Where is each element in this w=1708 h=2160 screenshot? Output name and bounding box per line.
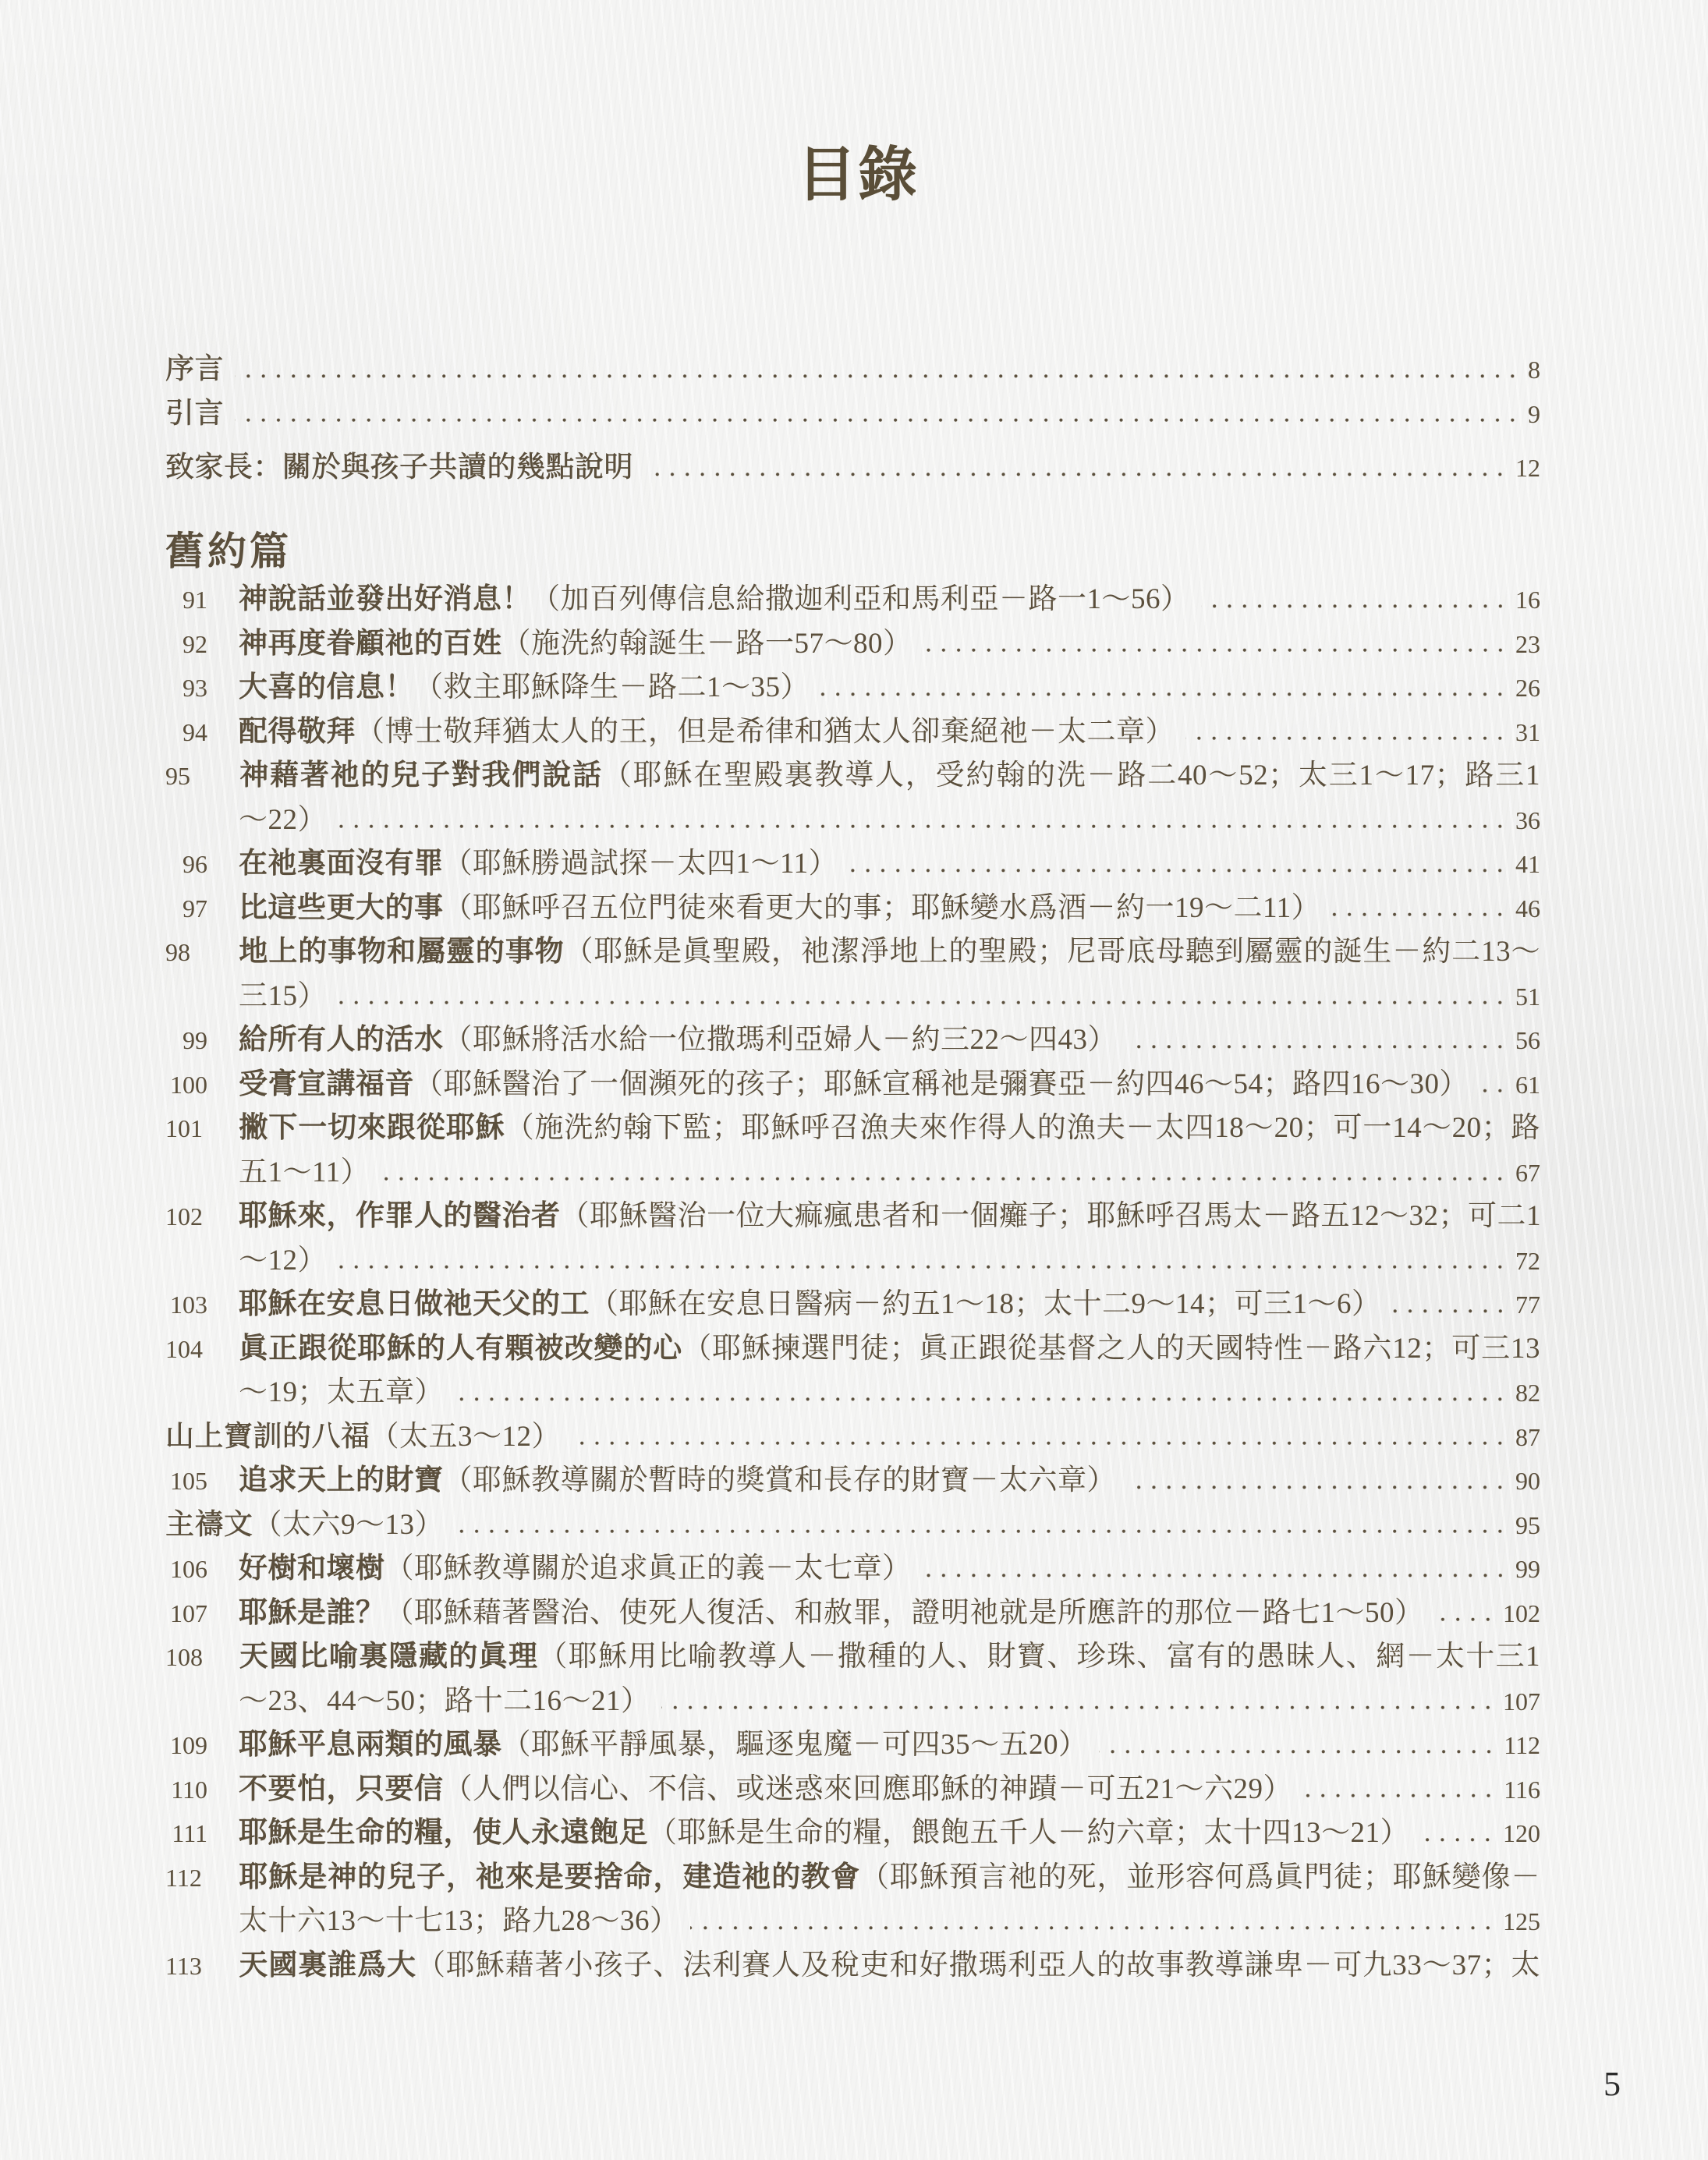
- page-number: 120: [1503, 1819, 1540, 1847]
- toc-feature-lords-prayer: [165, 1503, 1540, 1548]
- lesson-number: 108: [165, 1643, 203, 1671]
- lesson-number: 94: [182, 717, 207, 746]
- entry-label: 致家長：關於與孩子共讀的幾點說明: [165, 451, 633, 483]
- lesson-number: 101: [165, 1114, 203, 1142]
- lesson-reference: （耶穌預言祂的死，並形容何爲眞門徒；耶穌變像－: [860, 1861, 1540, 1893]
- page-number: 116: [1504, 1775, 1540, 1804]
- lesson-number: 96: [182, 850, 207, 878]
- lesson-number: 112: [165, 1863, 202, 1892]
- lesson-number: 91: [182, 586, 207, 614]
- page-number-footer: 5: [1603, 2065, 1621, 2103]
- dot-leader: [338, 1239, 1508, 1284]
- lesson-title: 眞正跟從耶穌的人有顆被改變的心: [239, 1332, 683, 1365]
- page-number: 107: [1503, 1687, 1540, 1716]
- lesson-title: 撇下一切來跟從耶穌: [239, 1112, 505, 1144]
- lesson-reference: （耶穌醫治了一個瀕死的孩子；耶穌宣稱祂是彌賽亞－約四46～54；路四16～30）: [414, 1068, 1469, 1100]
- toc-entry-continuation: [165, 1900, 1540, 1944]
- page-number: 99: [1515, 1555, 1540, 1583]
- page-number: 26: [1515, 674, 1540, 702]
- toc-entry: [165, 1327, 1540, 1372]
- toc-list: [165, 578, 1540, 1988]
- lesson-reference: （加百列傳信息給撒迦利亞和馬利亞－路一1～56）: [531, 583, 1190, 615]
- dot-leader: [923, 1547, 1508, 1592]
- lesson-reference: （人們以信心、不信、或迷惑來回應耶穌的神蹟－可五21～六29）: [443, 1772, 1292, 1805]
- page-number: 23: [1515, 629, 1540, 658]
- page-title: 目錄: [797, 143, 919, 208]
- lesson-title: 比這些更大的事: [239, 891, 444, 924]
- lesson-title: 追求天上的財寶: [239, 1464, 444, 1496]
- front-matter: [165, 348, 1540, 436]
- page-number: 72: [1515, 1246, 1540, 1275]
- dot-leader: [690, 1900, 1496, 1944]
- dot-leader: [644, 446, 1508, 490]
- toc-entry-to-parents: [165, 446, 1540, 490]
- lesson-number: 103: [170, 1291, 207, 1319]
- toc-entry-continuation: [165, 1239, 1540, 1284]
- lesson-reference: （耶穌藉著醫治、使死人復活、和赦罪，證明祂就是所應許的那位－路七1～50）: [384, 1596, 1424, 1629]
- page-number: 41: [1515, 850, 1540, 878]
- lesson-title: 耶穌是生命的糧，使人永遠飽足: [239, 1817, 648, 1849]
- entry-label: 序言: [165, 353, 224, 385]
- toc-entry: [165, 930, 1540, 975]
- section-heading: 舊約篇: [165, 529, 292, 573]
- toc-entry: [165, 1723, 1540, 1768]
- page-number: 16: [1515, 586, 1540, 614]
- page-number: 12: [1515, 454, 1540, 482]
- lesson-reference: （耶穌用比喻教導人－撒種的人、財寶、珍珠、富有的愚昧人、網－太十三1: [538, 1641, 1540, 1673]
- lesson-number: 95: [165, 762, 190, 790]
- dot-leader: [1479, 1063, 1508, 1107]
- page-number: 46: [1515, 894, 1540, 922]
- toc-entry: [165, 1547, 1540, 1592]
- lesson-reference: （耶穌在聖殿裏教導人，受約翰的洗－路二40～52；太三1～17；路三1: [602, 760, 1541, 791]
- lesson-number: 104: [165, 1334, 203, 1363]
- dot-leader: [1099, 1723, 1497, 1768]
- lesson-title: 受膏宣講福音: [239, 1068, 414, 1100]
- lesson-number: 109: [170, 1731, 207, 1759]
- lesson-title: 耶穌是神的兒子，祂來是要捨命，建造祂的教會: [239, 1861, 860, 1893]
- lesson-title: 大喜的信息！: [239, 671, 414, 703]
- lesson-title: 神說話並發出好消息！: [239, 583, 531, 615]
- page-number: 51: [1515, 982, 1540, 1011]
- lesson-reference: （耶穌呼召五位門徒來看更大的事；耶穌變水爲酒－約一19～二11）: [443, 891, 1321, 924]
- toc-entry: [165, 1283, 1540, 1327]
- page-number: 67: [1515, 1158, 1540, 1187]
- dot-leader: [235, 392, 1520, 437]
- page-number: 82: [1515, 1379, 1540, 1407]
- feature-reference: （太五3～12）: [370, 1420, 561, 1453]
- dot-leader: [849, 842, 1508, 887]
- front-matter-parents: [165, 446, 1540, 490]
- dot-leader: [1128, 1018, 1508, 1063]
- toc-entry: [165, 1107, 1540, 1151]
- lesson-title: 在祂裏面沒有罪: [239, 848, 444, 880]
- lesson-reference: （耶穌是生命的糧，餵飽五千人－約六章；太十四13～21）: [648, 1817, 1409, 1849]
- lesson-number: 92: [182, 629, 207, 658]
- lesson-reference: （施洗約翰誕生－路一57～80）: [501, 627, 912, 660]
- lesson-title: 地上的事物和屬靈的事物: [239, 936, 565, 968]
- feature-title: 主禱文: [165, 1508, 253, 1541]
- lesson-title: 不要怕，只要信: [239, 1772, 444, 1805]
- entry-label: 引言: [165, 397, 224, 430]
- lesson-title: 神再度眷顧祂的百姓: [239, 627, 502, 660]
- lesson-reference: （耶穌揀選門徒；眞正跟從基督之人的天國特性－路六12；可三13: [682, 1332, 1541, 1365]
- page-number: 95: [1515, 1510, 1540, 1539]
- dot-leader: [455, 1371, 1508, 1415]
- toc-entry-introduction: [165, 392, 1540, 437]
- toc-feature-beatitudes: [165, 1415, 1540, 1460]
- toc-entry: [165, 1063, 1540, 1107]
- dot-leader: [235, 348, 1520, 392]
- toc-entry: [165, 887, 1540, 931]
- lesson-reference: （救主耶穌降生－路二1～35）: [414, 671, 810, 703]
- lesson-reference: （耶穌是眞聖殿，祂潔淨地上的聖殿；尼哥底母聽到屬靈的誕生－約二13～: [564, 936, 1540, 968]
- dot-leader: [381, 1151, 1508, 1195]
- dot-leader: [1331, 887, 1508, 931]
- toc-entry: [165, 1635, 1540, 1680]
- toc-entry: [165, 666, 1540, 710]
- lesson-reference-continued: 三15）: [239, 979, 327, 1012]
- lesson-number: 110: [171, 1775, 207, 1804]
- lesson-title: 給所有人的活水: [239, 1024, 444, 1056]
- toc-entry: [165, 842, 1540, 887]
- lesson-reference: （耶穌平靜風暴，驅逐鬼魔－可四35～五20）: [501, 1729, 1088, 1761]
- lesson-reference: （耶穌醫治一位大痲瘋患者和一個癱子；耶穌呼召馬太－路五12～32；可二1: [560, 1200, 1541, 1232]
- toc-entry-continuation: [165, 798, 1540, 843]
- lesson-reference: （耶穌將活水給一位撒瑪利亞婦人－約三22～四43）: [443, 1024, 1117, 1056]
- lesson-number: 100: [170, 1070, 207, 1099]
- toc-entry-continuation: [165, 975, 1540, 1019]
- page-number: 61: [1515, 1070, 1540, 1099]
- page-number: 8: [1528, 356, 1540, 384]
- lesson-title: 耶穌平息兩類的風暴: [239, 1729, 502, 1761]
- lesson-reference-continued: ～22）: [239, 803, 327, 836]
- toc-entry: [165, 1811, 1540, 1856]
- lesson-title: 好樹和壞樹: [239, 1553, 385, 1585]
- lesson-title: 耶穌在安息日做祂天父的工: [239, 1288, 590, 1320]
- dot-leader: [1185, 710, 1508, 755]
- toc-entry: [165, 622, 1540, 667]
- toc-entry: [165, 1195, 1540, 1239]
- toc-entry: [165, 710, 1540, 755]
- toc-entry: [165, 1768, 1540, 1812]
- feature-title: 山上寶訓的八福: [165, 1420, 370, 1453]
- page-number: 9: [1528, 399, 1540, 428]
- page-number: 31: [1515, 717, 1540, 746]
- toc-entry: [165, 1592, 1540, 1636]
- lesson-number: 93: [182, 674, 207, 702]
- lesson-number: 102: [165, 1202, 203, 1230]
- page-number: 87: [1515, 1422, 1540, 1451]
- lesson-title: 配得敬拜: [239, 715, 356, 748]
- lesson-reference-continued: ～23、44～50；路十二16～21）: [239, 1684, 650, 1717]
- feature-reference: （太六9～13）: [253, 1508, 444, 1541]
- dot-leader: [455, 1503, 1508, 1548]
- lesson-number: 99: [182, 1026, 207, 1054]
- dot-leader: [923, 622, 1508, 667]
- lesson-reference: （耶穌在安息日醫病－約五1～18；太十二9～14；可三1～6）: [590, 1288, 1381, 1320]
- lesson-number: 107: [170, 1599, 207, 1627]
- lesson-reference: （耶穌教導關於追求眞正的義－太七章）: [384, 1553, 912, 1585]
- page-number: 77: [1515, 1291, 1540, 1319]
- toc-entry: [165, 1459, 1540, 1503]
- dot-leader: [338, 798, 1508, 843]
- toc-entry: [165, 578, 1540, 622]
- lesson-reference-continued: 太十六13～十七13；路九28～36）: [239, 1905, 679, 1937]
- dot-leader: [820, 666, 1508, 710]
- toc-entry: [165, 754, 1540, 798]
- page-number: 102: [1503, 1599, 1540, 1627]
- page-number: 56: [1515, 1026, 1540, 1054]
- lesson-title: 天國裏誰爲大: [239, 1949, 416, 1981]
- page-number: 36: [1515, 806, 1540, 834]
- dot-leader: [1420, 1811, 1495, 1856]
- dot-leader: [338, 975, 1508, 1019]
- toc-entry-continuation: [165, 1680, 1540, 1724]
- dot-leader: [661, 1680, 1496, 1724]
- lesson-reference: （耶穌藉著小孩子、法利賽人及稅吏和好撒瑪利亞人的故事教導謙卑－可九33～37；太: [416, 1949, 1541, 1981]
- lesson-number: 105: [170, 1467, 207, 1495]
- toc-entry-preface: [165, 348, 1540, 392]
- lesson-reference-continued: ～12）: [239, 1244, 327, 1277]
- lesson-reference: （博士敬拜猶太人的王，但是希律和猶太人卻棄絕祂－太二章）: [356, 715, 1175, 748]
- lesson-reference: （耶穌勝過試探－太四1～11）: [443, 848, 838, 880]
- lesson-title: 耶穌是誰？: [239, 1596, 385, 1629]
- lesson-reference-continued: ～19；太五章）: [239, 1376, 444, 1408]
- lesson-number: 98: [165, 938, 190, 966]
- lesson-reference-continued: 五1～11）: [239, 1156, 370, 1188]
- toc-entry-continuation: [165, 1371, 1540, 1415]
- toc-entry: [165, 1018, 1540, 1063]
- toc-entry: [165, 1856, 1540, 1900]
- dot-leader: [1435, 1592, 1496, 1636]
- page-number: 112: [1504, 1731, 1540, 1759]
- lesson-number: 113: [165, 1951, 202, 1980]
- lesson-reference: （耶穌教導關於暫時的獎賞和長存的財寶－太六章）: [443, 1464, 1116, 1496]
- dot-leader: [1201, 578, 1508, 622]
- toc-entry-continuation: [165, 1151, 1540, 1195]
- lesson-title: 神藉著祂的兒子對我們說話: [239, 760, 603, 791]
- toc-entry: [165, 1944, 1540, 1988]
- lesson-number: 97: [182, 894, 207, 922]
- lesson-number: 106: [170, 1555, 207, 1583]
- dot-leader: [572, 1415, 1508, 1460]
- dot-leader: [1127, 1459, 1508, 1503]
- page-number: 125: [1503, 1907, 1540, 1935]
- dot-leader: [1303, 1768, 1496, 1812]
- lesson-title: 耶穌來，作罪人的醫治者: [239, 1200, 561, 1232]
- page-number: 90: [1515, 1467, 1540, 1495]
- lesson-number: 111: [172, 1819, 207, 1847]
- dot-leader: [1392, 1283, 1508, 1327]
- lesson-title: 天國比喻裏隱藏的眞理: [239, 1641, 539, 1673]
- lesson-reference: （施洗約翰下監；耶穌呼召漁夫來作得人的漁夫－太四18～20；可一14～20；路: [505, 1112, 1541, 1144]
